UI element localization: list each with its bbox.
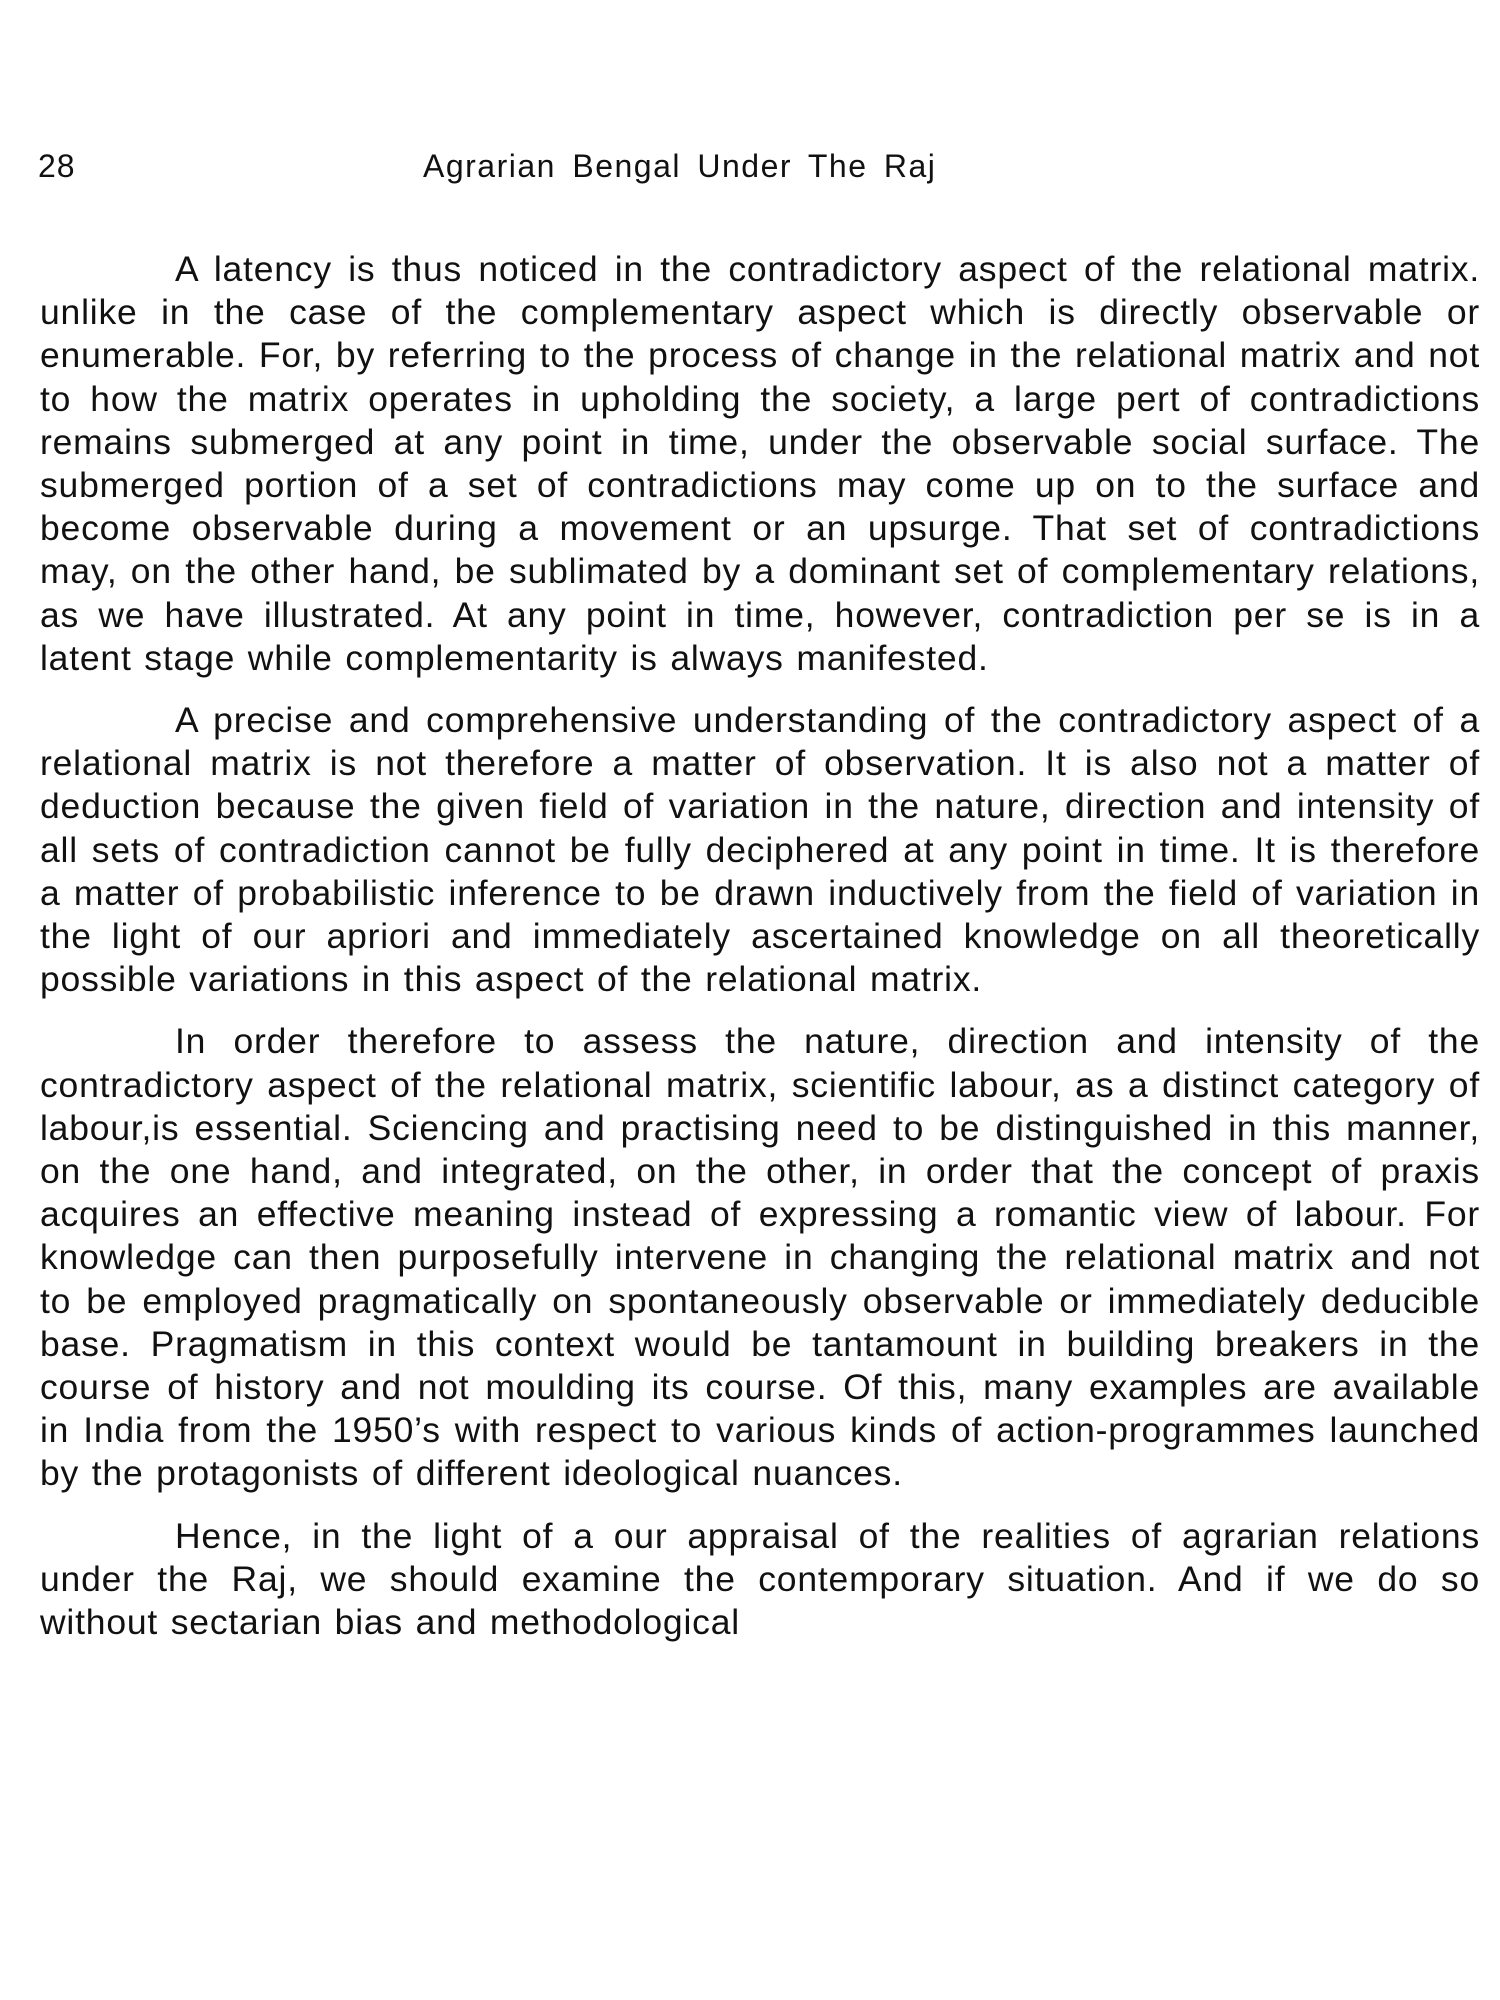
paragraph-4: Hence, in the light of a our appraisal of the realities of agrarian relations under the Raj, we should examine the contemporary situation. And if we do so without sectarian bias and methodological [40,1515,1480,1643]
paragraph-2: A precise and comprehensive understanding of the contradictory aspect of a relational matrix is not therefore a matter of observation. It is also not a matter of deduction because the given field of variation in the nature, direction and intensity of all sets of contradiction cannot be fully deciphered at any point in time. It is therefore a matter of probabilistic inference to be drawn inductively from the field of variation in the light of our apriori and immediately ascertained knowledge on all theoretically possible variations in this aspect of the relational matrix. [40,700,1480,1000]
page-header [38,148,1478,188]
paragraph-3: In order therefore to assess the nature, direction and intensity of the contradictory aspect of the relational matrix, scientific labour, as a distinct category of labour,is essential. Sciencing and practising need to be distinguished in this manner, on the one hand, and integrated, on the other, in order that the concept of praxis acquires an effective meaning instead of expressing a romantic view of labour. For knowledge can then purposefully intervene in changing the relational matrix and not to be employed pragmatically on spontaneously observable or immediately deducible base. Pragmatism in this context would be tantamount in building breakers in the course of history and not moulding its course. Of this, many examples are available in India from the 1950’s with respect to various kinds of action-programmes launched by the protagonists of different ideological nuances. [40,1021,1480,1494]
body-text [40,248,1480,1663]
paragraph-1: A latency is thus noticed in the contradictory aspect of the relational matrix. unlike in the case of the complementary aspect which is directly observable or enumerable. For, by referring to the process of change in the relational matrix and not to how the matrix operates in upholding the society, a large pert of contradictions remains submerged at any point in time, under the observable social surface. The submerged portion of a set of contradictions may come up on to the surface and become observable during a movement or an upsurge. That set of contradictions may, on the other hand, be sublimated by a dominant set of complementary relations, as we have illustrated. At any point in time, however, contradiction per se is in a latent stage while complementarity is always manifested. [40,249,1480,678]
page-number: 28 [38,148,76,184]
running-title: Agrarian Bengal Under The Raj [423,148,937,184]
